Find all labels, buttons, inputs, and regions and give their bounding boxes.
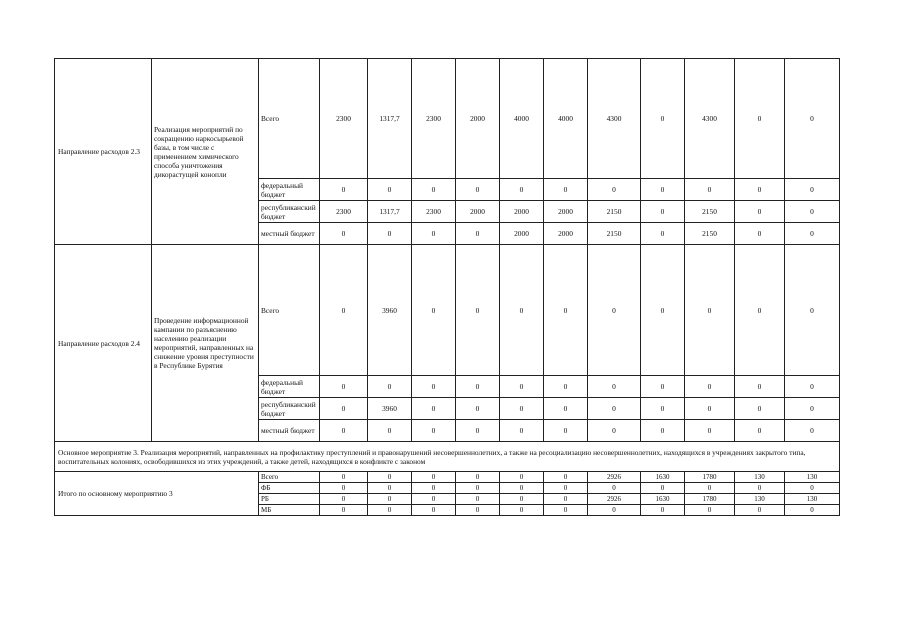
value-cell: 3960 (368, 398, 412, 420)
value-cell: 0 (412, 472, 456, 483)
table-body (55, 59, 840, 516)
value-cell: 0 (544, 245, 588, 376)
value-cell: 0 (735, 505, 785, 516)
value-cell: 0 (320, 376, 368, 398)
value-cell: 0 (544, 505, 588, 516)
budget-table (54, 58, 840, 516)
value-cell: 2150 (685, 223, 735, 245)
value-cell: 0 (544, 494, 588, 505)
funding-source: ФБ (259, 483, 320, 494)
value-cell: 0 (588, 420, 641, 442)
direction-label: Направление расходов 2.3 (55, 59, 152, 245)
value-cell: 0 (785, 398, 840, 420)
value-cell: 0 (500, 472, 544, 483)
value-cell: 130 (785, 472, 840, 483)
value-cell: 0 (785, 223, 840, 245)
value-cell: 0 (320, 420, 368, 442)
value-cell: 0 (641, 223, 685, 245)
total-label: Итого по основному мероприятию 3 (55, 472, 259, 516)
value-cell: 0 (735, 223, 785, 245)
value-cell: 0 (456, 472, 500, 483)
value-cell: 0 (641, 245, 685, 376)
value-cell: 0 (456, 398, 500, 420)
value-cell: 0 (368, 483, 412, 494)
main-event-row (55, 442, 840, 472)
value-cell: 0 (641, 505, 685, 516)
value-cell: 0 (320, 179, 368, 201)
value-cell: 0 (456, 223, 500, 245)
value-cell: 0 (456, 483, 500, 494)
value-cell: 0 (320, 223, 368, 245)
funding-source: республиканский бюджет (259, 398, 320, 420)
value-cell: 0 (412, 420, 456, 442)
value-cell: 0 (685, 245, 735, 376)
funding-source: Всего (259, 472, 320, 483)
value-cell: 0 (320, 245, 368, 376)
value-cell: 0 (735, 483, 785, 494)
value-cell: 0 (412, 245, 456, 376)
value-cell: 0 (685, 420, 735, 442)
value-cell: 0 (785, 59, 840, 179)
value-cell: 0 (456, 505, 500, 516)
value-cell: 2150 (685, 201, 735, 223)
value-cell: 4000 (500, 59, 544, 179)
value-cell: 0 (412, 505, 456, 516)
event-name: Реализация мероприятий по сокращению наркосырьевой базы, в том числе с применением химического способа уничтожения дикорастущей конопли (152, 59, 259, 245)
value-cell: 0 (588, 505, 641, 516)
value-cell: 0 (320, 505, 368, 516)
value-cell: 0 (544, 472, 588, 483)
value-cell: 0 (456, 179, 500, 201)
funding-source: федеральный бюджет (259, 179, 320, 201)
value-cell: 0 (456, 494, 500, 505)
funding-source: федеральный бюджет (259, 376, 320, 398)
value-cell: 0 (785, 420, 840, 442)
value-cell: 0 (588, 376, 641, 398)
value-cell: 0 (456, 376, 500, 398)
value-cell: 0 (500, 420, 544, 442)
value-cell: 0 (588, 483, 641, 494)
value-cell: 0 (641, 376, 685, 398)
value-cell: 0 (500, 505, 544, 516)
value-cell: 130 (735, 494, 785, 505)
value-cell: 0 (412, 398, 456, 420)
value-cell: 0 (588, 398, 641, 420)
value-cell: 0 (588, 245, 641, 376)
value-cell: 0 (500, 245, 544, 376)
value-cell: 3960 (368, 245, 412, 376)
value-cell: 2000 (456, 201, 500, 223)
value-cell: 1630 (641, 472, 685, 483)
value-cell: 0 (588, 179, 641, 201)
value-cell: 2300 (412, 59, 456, 179)
value-cell: 0 (735, 179, 785, 201)
value-cell: 0 (785, 201, 840, 223)
value-cell: 0 (735, 420, 785, 442)
value-cell: 0 (641, 179, 685, 201)
value-cell: 2000 (500, 201, 544, 223)
value-cell: 0 (785, 483, 840, 494)
value-cell: 1630 (641, 494, 685, 505)
value-cell: 0 (500, 483, 544, 494)
value-cell: 2300 (412, 201, 456, 223)
value-cell: 2926 (588, 472, 641, 483)
value-cell: 0 (641, 420, 685, 442)
value-cell: 0 (685, 376, 735, 398)
value-cell: 0 (368, 420, 412, 442)
value-cell: 0 (456, 420, 500, 442)
value-cell: 0 (641, 59, 685, 179)
value-cell: 0 (685, 483, 735, 494)
value-cell: 0 (320, 483, 368, 494)
value-cell: 0 (368, 505, 412, 516)
value-cell: 0 (544, 376, 588, 398)
value-cell: 0 (456, 245, 500, 376)
value-cell: 0 (685, 398, 735, 420)
value-cell: 0 (320, 472, 368, 483)
value-cell: 0 (544, 420, 588, 442)
value-cell: 0 (368, 472, 412, 483)
funding-source: Всего (259, 245, 320, 376)
value-cell: 2000 (544, 223, 588, 245)
value-cell: 0 (500, 494, 544, 505)
value-cell: 0 (320, 494, 368, 505)
value-cell: 1780 (685, 472, 735, 483)
value-cell: 0 (641, 201, 685, 223)
value-cell: 0 (368, 179, 412, 201)
value-cell: 130 (735, 472, 785, 483)
value-cell: 1317,7 (368, 201, 412, 223)
value-cell: 4300 (588, 59, 641, 179)
table-row (55, 245, 840, 376)
main-event-text: Основное мероприятие 3. Реализация мероприятий, направленных на профилактику преступлений и правонарушений несовершеннолетних, а также на ресоциализацию несовершеннолетних, находящихся в учреждениях закрытого типа, воспитательных колониях, освободившихся из этих учреждений, а также детей, находящихся в конфликте с законом (55, 442, 840, 472)
value-cell: 1780 (685, 494, 735, 505)
value-cell: 0 (412, 376, 456, 398)
value-cell: 0 (735, 376, 785, 398)
value-cell: 2150 (588, 201, 641, 223)
value-cell: 0 (500, 376, 544, 398)
value-cell: 0 (785, 505, 840, 516)
value-cell: 0 (735, 201, 785, 223)
value-cell: 0 (412, 483, 456, 494)
value-cell: 0 (500, 179, 544, 201)
value-cell: 0 (735, 398, 785, 420)
total-row (55, 472, 840, 483)
funding-source: Всего (259, 59, 320, 179)
value-cell: 0 (412, 494, 456, 505)
value-cell: 0 (544, 179, 588, 201)
value-cell: 0 (368, 494, 412, 505)
funding-source: местный бюджет (259, 223, 320, 245)
value-cell: 0 (320, 398, 368, 420)
value-cell: 0 (412, 179, 456, 201)
funding-source: республиканский бюджет (259, 201, 320, 223)
value-cell: 2150 (588, 223, 641, 245)
value-cell: 0 (412, 223, 456, 245)
event-name: Проведение информационной кампании по разъяснению населению реализации мероприятий, направленных на снижение уровня преступности в Республике Бурятия (152, 245, 259, 442)
value-cell: 2300 (320, 59, 368, 179)
table-row (55, 59, 840, 179)
funding-source: местный бюджет (259, 420, 320, 442)
value-cell: 0 (641, 398, 685, 420)
value-cell: 0 (368, 223, 412, 245)
value-cell: 0 (544, 398, 588, 420)
value-cell: 130 (785, 494, 840, 505)
value-cell: 0 (685, 505, 735, 516)
value-cell: 4000 (544, 59, 588, 179)
value-cell: 0 (735, 59, 785, 179)
funding-source: МБ (259, 505, 320, 516)
value-cell: 0 (685, 179, 735, 201)
value-cell: 2300 (320, 201, 368, 223)
value-cell: 2000 (500, 223, 544, 245)
value-cell: 2926 (588, 494, 641, 505)
value-cell: 0 (785, 245, 840, 376)
value-cell: 2000 (544, 201, 588, 223)
value-cell: 1317,7 (368, 59, 412, 179)
value-cell: 0 (785, 376, 840, 398)
value-cell: 2000 (456, 59, 500, 179)
value-cell: 0 (368, 376, 412, 398)
value-cell: 0 (785, 179, 840, 201)
value-cell: 0 (735, 245, 785, 376)
direction-label: Направление расходов 2.4 (55, 245, 152, 442)
funding-source: РБ (259, 494, 320, 505)
value-cell: 0 (544, 483, 588, 494)
value-cell: 0 (500, 398, 544, 420)
value-cell: 4300 (685, 59, 735, 179)
value-cell: 0 (641, 483, 685, 494)
document-page (54, 58, 839, 516)
